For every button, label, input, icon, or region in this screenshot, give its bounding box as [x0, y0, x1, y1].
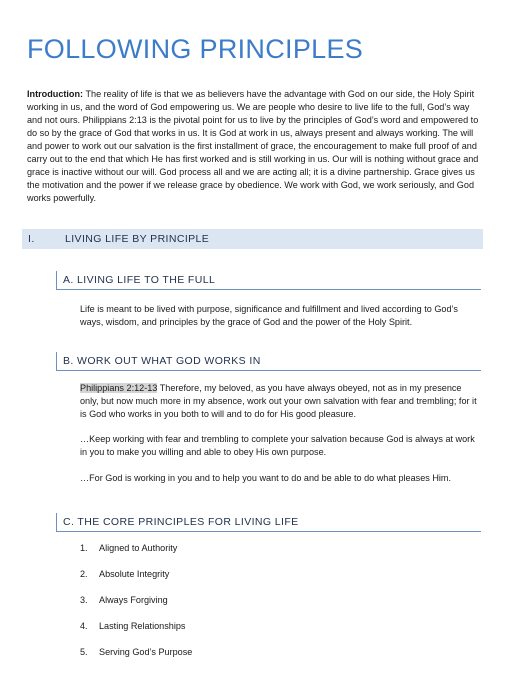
- subheading-b-title: B. WORK OUT WHAT GOD WORKS IN: [63, 355, 261, 367]
- subheading-c-title: C. THE CORE PRINCIPLES FOR LIVING LIFE: [63, 516, 299, 528]
- page-title: FOLLOWING PRINCIPLES: [27, 34, 364, 64]
- subsection-a-text: Life is meant to be lived with purpose, significance and fulfillment and lived according to God’s ways, wisdom, and principles by the grace of God and the power of the Holy Spirit.: [80, 304, 458, 328]
- intro-label: Introduction:: [27, 89, 84, 99]
- scripture-reference: Philippians 2:12-13: [80, 383, 158, 393]
- list-item: 2. Absolute Integrity: [80, 569, 170, 579]
- subheading-a-title: A. LIVING LIFE TO THE FULL: [63, 274, 216, 286]
- subheading-c: [56, 513, 481, 532]
- section-number: I.: [28, 233, 35, 245]
- section-title: LIVING LIFE BY PRINCIPLE: [65, 233, 210, 245]
- subheading-b: [56, 352, 481, 371]
- list-item: 1. Aligned to Authority: [80, 543, 178, 553]
- intro-paragraph: [27, 88, 487, 205]
- principles-list: [80, 543, 192, 673]
- list-item: 5. Serving God’s Purpose: [80, 647, 193, 657]
- scripture-text: Therefore, my beloved, as you have always obeyed, not as in my presence only, but now much more in my absence, work out your own salvation with fear and trembling; for it is God who works in you both to will and to do for His good pleasure.: [80, 383, 477, 420]
- section-heading: [22, 229, 483, 249]
- scripture-paragraph: [80, 382, 482, 421]
- list-item: 3. Always Forgiving: [80, 595, 168, 605]
- paraphrase-paragraph-2: …For God is working in you and to help you want to do and be able to do what pleases Him.: [80, 473, 452, 483]
- paraphrase-paragraph-1: …Keep working with fear and trembling to complete your salvation because God is always at work in you to make you willing and able to obey His own purpose.: [80, 434, 475, 458]
- list-item: 4. Lasting Relationships: [80, 621, 186, 631]
- subheading-a: [56, 271, 481, 290]
- intro-text: The reality of life is that we as believers have the advantage with God on our side, the Holy Spirit working in us, and the word of God empowering us. We are people who desire to live life to the full, God’s way and not ours. Philippians 2:13 is the pivotal point for us to live by the principles of God’s word and empowered to do so by the grace of God that works in us. It is God at work in us, always present and always working. The will and power to work out our salvation is the first installment of grace, the encouragement to make full proof of and carry out to the end that which He has first worked and is still working in us. Our will is nothing without grace and grace is inactive without our will. God process all and we are acting all; it is a divine partnership. Grace gives us the motivation and the power if we release grace by obedience. We work with God, we work seriously, and God works powerfully.: [27, 89, 479, 204]
